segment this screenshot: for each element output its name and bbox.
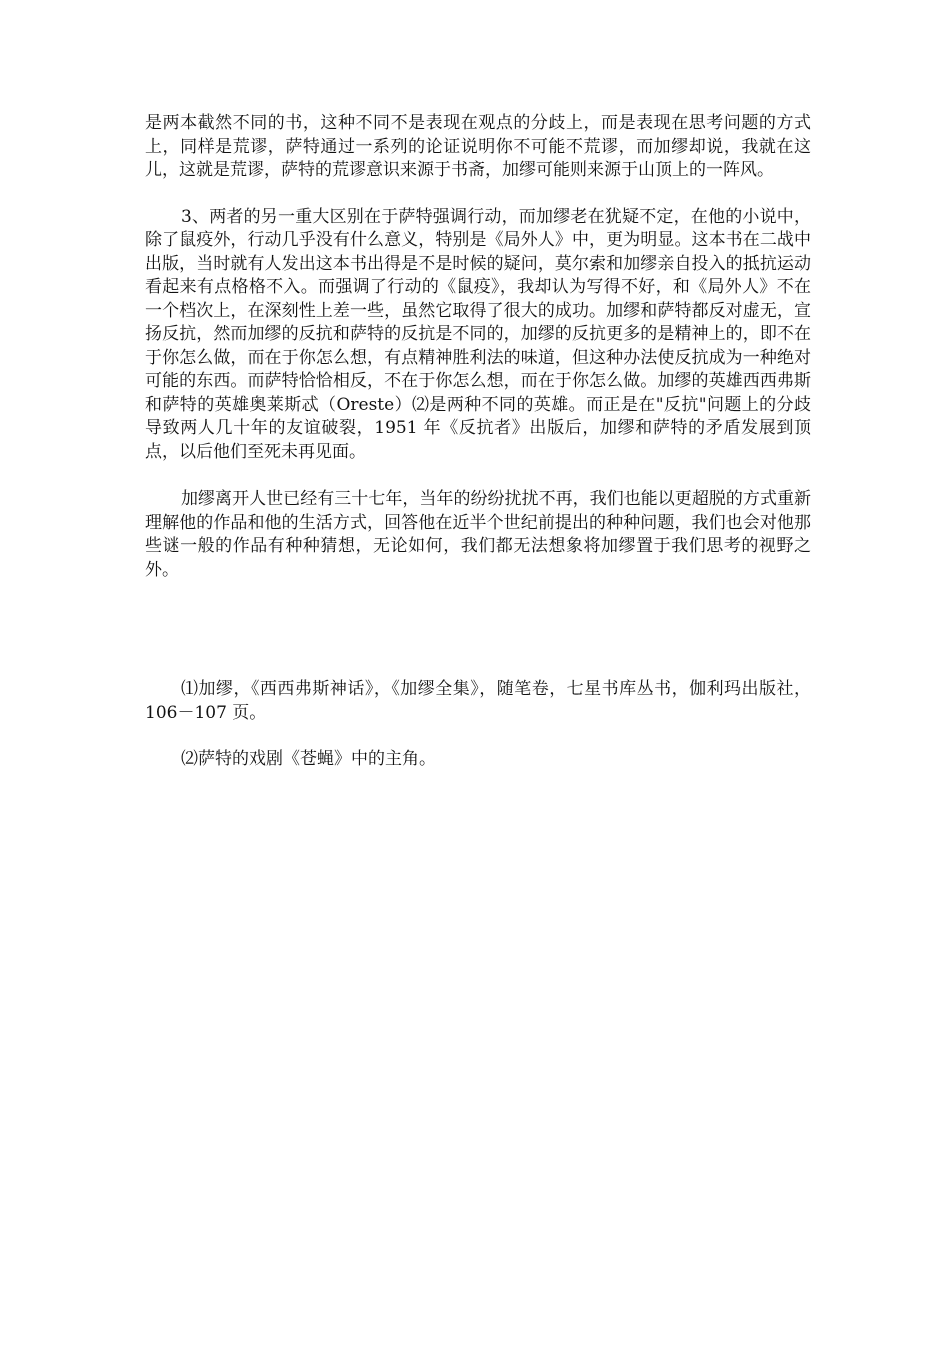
body-paragraph-3: 加缪离开人世已经有三十七年，当年的纷纷扰扰不再，我们也能以更超脱的方式重新理解他的作品和他的生活方式，回答他在近半个世纪前提出的种种问题，我们也会对他那些谜一般的作品有种种猜想，无论如何，我们都无法想象将加缪置于我们思考的视野之外。	[145, 489, 811, 580]
footnote-2: ⑵萨特的戏剧《苍蝇》中的主角。	[181, 749, 436, 769]
footnote-1: ⑴加缪，《西西弗斯神话》，《加缪全集》，随笔卷，七星书库丛书，伽利玛出版社，106－107 页。	[145, 679, 811, 723]
body-paragraph-1: 是两本截然不同的书，这种不同不是表现在观点的分歧上，而是表现在思考问题的方式上，同样是荒谬，萨特通过一系列的论证说明你不可能不荒谬，而加缪却说，我就在这儿，这就是荒谬，萨特的荒谬意识来源于书斋，加缪可能则来源于山顶上的一阵风。	[145, 113, 811, 180]
document-page	[145, 112, 811, 772]
body-paragraph-2: 3、两者的另一重大区别在于萨特强调行动，而加缪老在犹疑不定，在他的小说中，除了鼠疫外，行动几乎没有什么意义，特别是《局外人》中，更为明显。这本书在二战中出版，当时就有人发出这本书出得是不是时候的疑问，莫尔索和加缪亲自投入的抵抗运动看起来有点格格不入。而强调了行动的《鼠疫》，我却认为写得不好，和《局外人》不在一个档次上，在深刻性上差一些，虽然它取得了很大的成功。加缪和萨特都反对虚无，宣扬反抗，然而加缪的反抗和萨特的反抗是不同的，加缪的反抗更多的是精神上的，即不在于你怎么做，而在于你怎么想，有点精神胜利法的味道，但这种办法使反抗成为一种绝对可能的东西。而萨特恰恰相反，不在于你怎么想，而在于你怎么做。加缪的英雄西西弗斯和萨特的英雄奥莱斯忒（Oreste）⑵是两种不同的英雄。而正是在"反抗"问题上的分歧导致两人几十年的友谊破裂，1951 年《反抗者》出版后，加缪和萨特的矛盾发展到顶点，以后他们至死未再见面。	[145, 206, 811, 462]
